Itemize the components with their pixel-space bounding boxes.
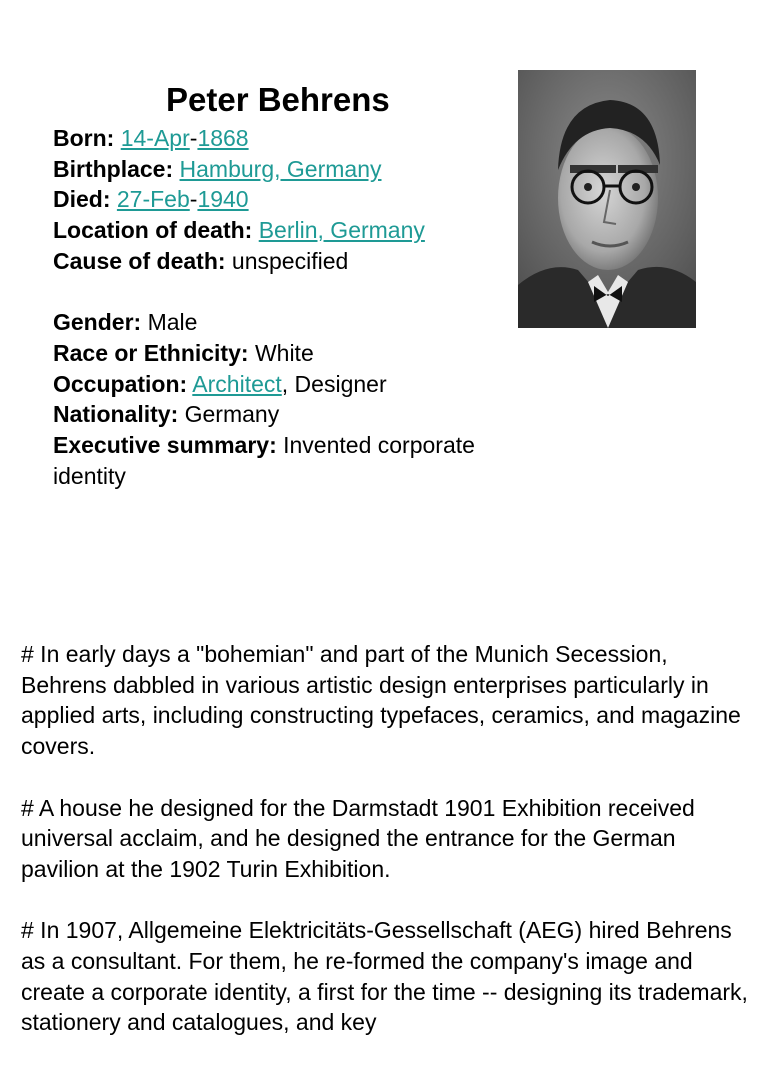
born-separator: - xyxy=(189,125,198,151)
biography-text xyxy=(21,639,756,1069)
born-label: Born: xyxy=(53,125,115,151)
death-location-link[interactable]: Berlin, Germany xyxy=(258,217,425,244)
born-row xyxy=(53,123,533,154)
summary-value: Invented corporate identity xyxy=(53,432,475,489)
gender-value: Male xyxy=(147,309,198,336)
biography-paragraph: # In 1907, Allgemeine Elektricitäts-Gessellschaft (AEG) hired Behrens as a consultant. For them, he re-formed the company's image and create a corporate identity, a first for the time -- designing its trademark, stationery and catalogues, and key xyxy=(21,917,748,1036)
nationality-value: Germany xyxy=(184,401,280,428)
gender-label: Gender: xyxy=(53,309,142,336)
died-date-link[interactable]: 27-Feb xyxy=(116,186,190,213)
died-year-link[interactable]: 1940 xyxy=(197,186,249,213)
birthplace-row xyxy=(53,154,533,185)
nationality-row xyxy=(53,399,533,430)
death-location-row xyxy=(53,215,533,246)
summary-label: Executive summary: xyxy=(53,432,277,459)
spacer xyxy=(53,277,533,308)
birthplace-link[interactable]: Hamburg, Germany xyxy=(179,155,382,182)
born-date-link[interactable]: 14-Apr xyxy=(120,125,190,151)
race-label: Race or Ethnicity: xyxy=(53,339,249,366)
nationality-label: Nationality: xyxy=(53,401,179,428)
death-location-label: Location of death: xyxy=(53,217,253,244)
race-row xyxy=(53,338,533,369)
birthplace-label: Birthplace: xyxy=(53,155,174,182)
portrait-photo xyxy=(518,70,696,328)
died-row xyxy=(53,184,533,215)
fact-list xyxy=(53,123,533,491)
died-separator: - xyxy=(189,186,198,213)
died-label: Died: xyxy=(53,186,111,213)
born-year-link[interactable]: 1868 xyxy=(197,125,249,151)
gender-row xyxy=(53,307,533,338)
cause-label: Cause of death: xyxy=(53,247,226,274)
occupation-link[interactable]: Architect xyxy=(192,370,282,397)
occupation-label: Occupation: xyxy=(53,370,188,397)
biography-paragraph: # In early days a "bohemian" and part of the Munich Secession, Behrens dabbled in various artistic design enterprises particularly in applied arts, including constructing typefaces, ceramics, and magazine covers. xyxy=(21,641,741,760)
occupation-row xyxy=(53,369,533,400)
occupation-rest: , Designer xyxy=(281,370,387,397)
race-value: White xyxy=(254,339,314,366)
cause-value: unspecified xyxy=(231,247,349,274)
biography-paragraph: # A house he designed for the Darmstadt 1901 Exhibition received universal acclaim, and he designed the entrance for the German pavilion at the 1902 Turin Exhibition. xyxy=(21,794,695,882)
portrait-image xyxy=(518,70,696,328)
summary-row xyxy=(53,430,533,491)
cause-row xyxy=(53,246,533,277)
page-title: Peter Behrens xyxy=(166,81,390,118)
